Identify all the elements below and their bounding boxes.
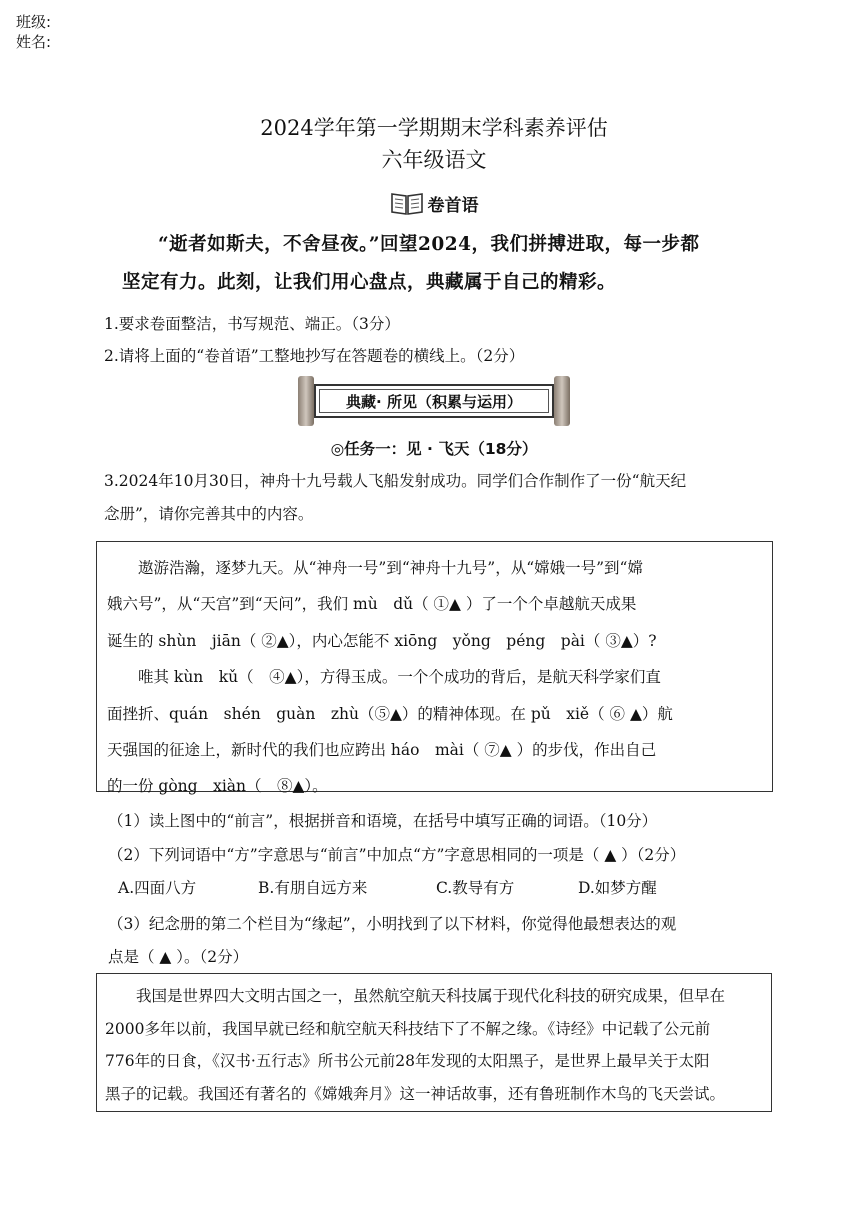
preface-motto (122, 226, 772, 302)
preface-line-1: “逝者如斯夫，不舍昼夜。”回望2024，我们拼搏进取，每一步都 (158, 234, 700, 255)
option-d: D.如梦方醒 (578, 879, 657, 897)
exam-title: 2024学年第一学期期末学科素养评估 (260, 116, 608, 140)
sub-question-2: （2）下列词语中“方”字意思与“前言”中加点“方”字意思相同的一项是（ ▲ ）（2分） (108, 846, 686, 864)
option-c: C.教导有方 (436, 879, 515, 897)
sub-question-3-line-1: （3）纪念册的第二个栏目为“缘起”，小明找到了以下材料，你觉得他最想表达的观 (108, 915, 677, 933)
material-line: 黑子的记载。我国还有著名的《嫦娥奔月》这一神话故事，还有鲁班制作木鸟的飞天尝试。 (105, 1084, 726, 1103)
class-label: 班级: (16, 13, 52, 31)
scroll-rod-right (554, 376, 570, 426)
foreword-line: 诞生的 shùn jiān（ ②▲），内心怎能不 xiōng yǒng péng pài（ ③▲）? (107, 631, 657, 650)
foreword-line: 唯其 kùn kǔ（ ④▲），方得玉成。一个个成功的背后，是航天科学家们直 (138, 668, 661, 687)
question-3-line-2: 念册”，请你完善其中的内容。 (104, 505, 314, 523)
sub-question-3-line-2: 点是（ ▲ ）。（2分） (108, 948, 249, 966)
question-3-line-1: 3.2024年10月30日，神舟十九号载人飞船发射成功。同学们合作制作了一份“航天纪 (104, 472, 687, 490)
scroll-rod-left (298, 376, 314, 426)
foreword-line: 的一份 gòng xiàn（ ⑧▲）。 (107, 777, 328, 796)
scroll-body (314, 384, 554, 418)
option-b: B.有朋自远方来 (258, 879, 368, 897)
preface-label: 卷首语 (427, 195, 479, 216)
section-banner-label: 典藏· 所见（积累与运用） (319, 389, 549, 413)
open-book-icon (390, 190, 424, 216)
preface-heading (0, 190, 868, 220)
material-line: 2000多年以前，我国早就已经和航空航天科技结下了不解之缘。《诗经》中记载了公元前 (105, 1019, 711, 1038)
material-line: 776年的日食，《汉书·五行志》所书公元前28年发现的太阳黑子，是世界上最早关于太阳 (105, 1052, 710, 1070)
foreword-line: 遨游浩瀚，逐梦九天。从“神舟一号”到“神舟十九号”，从“嫦娥一号”到“嫦 (138, 559, 643, 577)
name-label: 姓名: (16, 33, 52, 51)
option-a: A.四面八方 (118, 879, 197, 897)
options-row (118, 876, 758, 898)
preface-line-2: 坚定有力。此刻，让我们用心盘点，典藏属于自己的精彩。 (122, 272, 617, 293)
foreword-line: 天强国的征途上，新时代的我们也应跨出 háo mài（ ⑦▲ ）的步伐，作出自己 (107, 741, 657, 760)
task-1-heading: ◎任务一：见 · 飞天（18分） (330, 440, 538, 458)
instruction-2: 2.请将上面的“卷首语”工整地抄写在答题卷的横线上。（2分） (104, 347, 525, 365)
section-banner (296, 376, 572, 426)
foreword-box (96, 541, 773, 796)
sub-question-1: （1）读上图中的“前言”，根据拼音和语境，在括号中填写正确的词语。（10分） (108, 812, 658, 830)
material-line: 我国是世界四大文明古国之一，虽然航空航天科技属于现代化科技的研究成果，但早在 (136, 987, 726, 1005)
exam-subject: 六年级语文 (381, 148, 487, 172)
foreword-line: 面挫折、quán shén guàn zhù（⑤▲）的精神体现。在 pǔ xiě（ ⑥ ▲）航 (107, 704, 673, 723)
foreword-line: 娥六号”，从“天宫”到“天问”，我们 mù dǔ（ ①▲ ）了一个个卓越航天成果 (107, 595, 637, 614)
material-box (96, 973, 772, 1112)
instruction-1: 1.要求卷面整洁，书写规范、端正。（3分） (104, 315, 400, 333)
